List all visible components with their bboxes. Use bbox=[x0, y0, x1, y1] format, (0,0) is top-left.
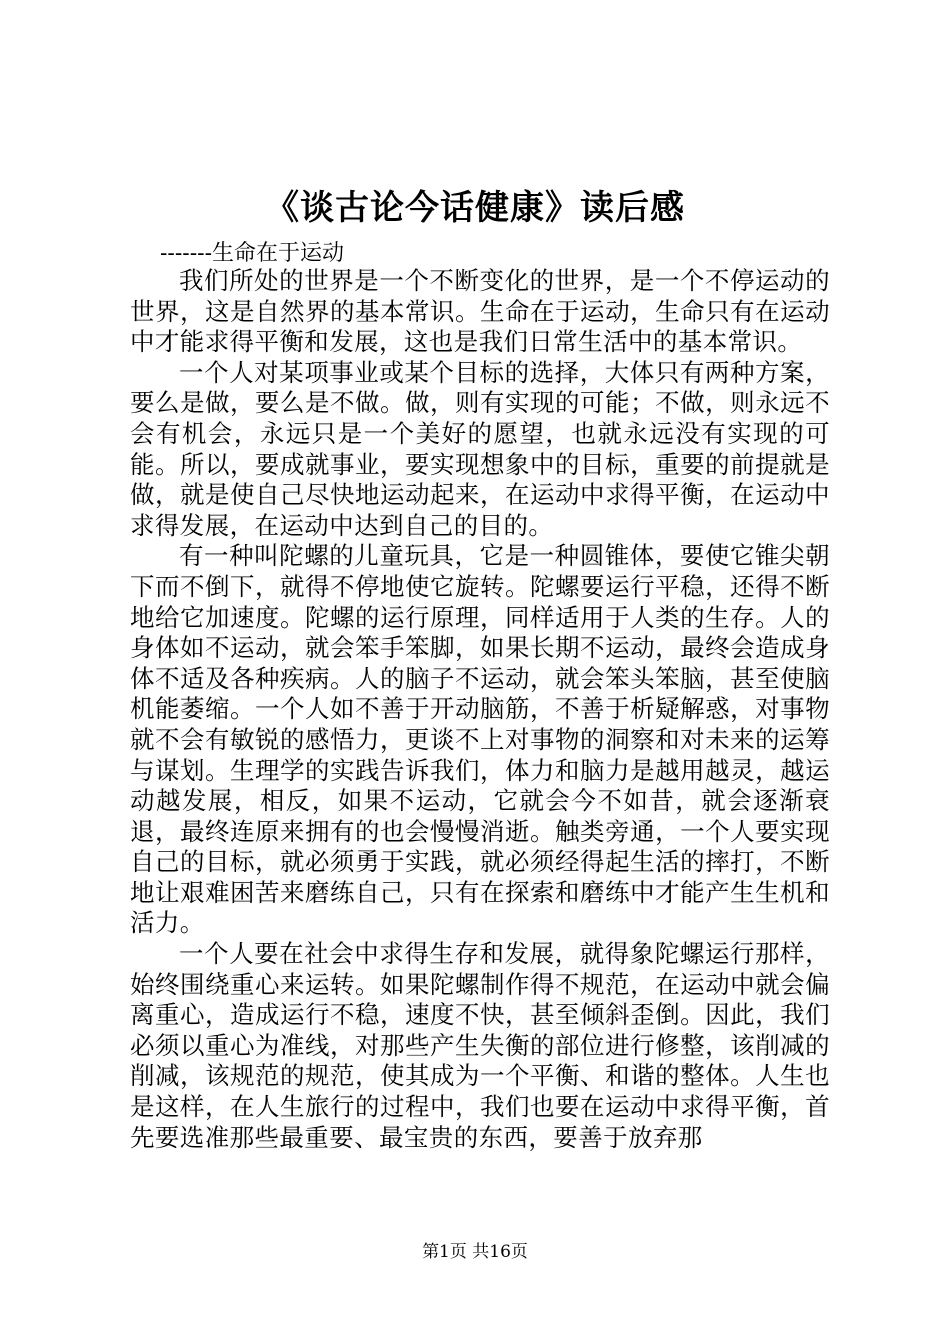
document-title: 《谈古论今话健康》读后感 bbox=[265, 188, 685, 228]
document-subtitle: -------生命在于运动 bbox=[160, 241, 345, 266]
paragraph: 我们所处的世界是一个不断变化的世界，是一个不停运动的世界，这是自然界的基本常识。生命在于运动，生命只有在运动中才能求得平衡和发展，这也是我们日常生活中的基本常识。 bbox=[130, 266, 830, 357]
paragraph: 有一种叫陀螺的儿童玩具，它是一种圆锥体，要使它锥尖朝下而不倒下，就得不停地使它旋转。陀螺要运行平稳，还得不断地给它加速度。陀螺的运行原理，同样适用于人类的生存。人的身体如不运动，就会笨手笨脚，如果长期不运动，最终会造成身体不适及各种疾病。人的脑子不运动，就会笨头笨脑，甚至使脑机能萎缩。一个人如不善于开动脑筋，不善于析疑解惑，对事物就不会有敏锐的感悟力，更谈不上对事物的洞察和对未来的运筹与谋划。生理学的实践告诉我们，体力和脑力是越用越灵，越运动越发展，相反，如果不运动，它就会今不如昔，就会逐渐衰退，最终连原来拥有的也会慢慢消逝。触类旁通，一个人要实现自己的目标，就必须勇于实践，就必须经得起生活的摔打，不断地让艰难困苦来磨练自己，只有在探索和磨练中才能产生生机和活力。 bbox=[130, 541, 830, 938]
page-number-footer: 第1页 共16页 bbox=[422, 1242, 528, 1262]
paragraph: 一个人对某项事业或某个目标的选择，大体只有两种方案，要么是做，要么是不做。做，则有实现的可能；不做，则永远不会有机会，永远只是一个美好的愿望，也就永远没有实现的可能。所以，要成就事业，要实现想象中的目标，重要的前提就是做，就是使自己尽快地运动起来，在运动中求得平衡，在运动中求得发展，在运动中达到自己的目的。 bbox=[130, 357, 830, 540]
document-body bbox=[130, 266, 830, 1153]
paragraph: 一个人要在社会中求得生存和发展，就得象陀螺运行那样，始终围绕重心来运转。如果陀螺制作得不规范，在运动中就会偏离重心，造成运行不稳，速度不快，甚至倾斜歪倒。因此，我们必须以重心为准线，对那些产生失衡的部位进行修整，该削减的削减，该规范的规范，使其成为一个平衡、和谐的整体。人生也是这样，在人生旅行的过程中，我们也要在运动中求得平衡，首先要选准那些最重要、最宝贵的东西，要善于放弃那 bbox=[130, 939, 830, 1152]
